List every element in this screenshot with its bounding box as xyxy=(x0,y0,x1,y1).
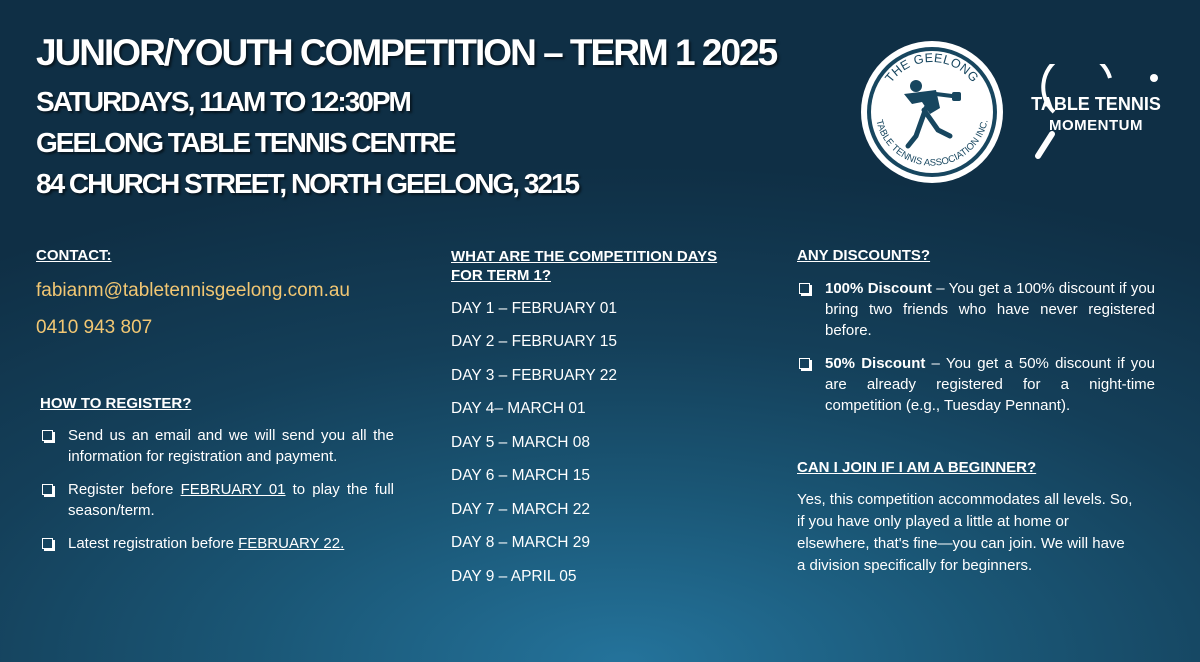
register-item-text: Register before xyxy=(68,481,181,498)
register-item-text: Latest registration before xyxy=(68,535,239,552)
discounts-list xyxy=(797,278,1155,428)
day-item: DAY 7 – MARCH 22 xyxy=(451,501,590,518)
day-item: DAY 8 – MARCH 29 xyxy=(451,534,590,551)
discount-text: – You get a 50% discount if you are already registered for a night-time competition (e.g., Tuesday Pennant). xyxy=(825,355,1155,414)
address-line: 84 CHURCH STREET, NORTH GEELONG, 3215 xyxy=(36,168,579,199)
checkbox-icon xyxy=(799,358,810,369)
contact-phone[interactable]: 0410 943 807 xyxy=(36,317,153,338)
register-item xyxy=(40,425,394,467)
checkbox-icon xyxy=(42,430,53,441)
day-item: DAY 9 – APRIL 05 xyxy=(451,568,577,585)
day-item: DAY 1 – FEBRUARY 01 xyxy=(451,300,617,317)
page-title: JUNIOR/YOUTH COMPETITION – TERM 1 2025 xyxy=(36,32,777,73)
register-heading: HOW TO REGISTER? xyxy=(40,395,192,412)
beginner-heading: CAN I JOIN IF I AM A BEGINNER? xyxy=(797,459,1037,476)
register-item-text: to play the full season/term. xyxy=(68,481,394,519)
checkbox-icon xyxy=(42,538,53,549)
checkbox-icon xyxy=(799,283,810,294)
register-item xyxy=(40,533,394,554)
register-date: FEBRUARY 01 xyxy=(180,481,286,498)
checkbox-icon xyxy=(42,484,53,495)
register-date: FEBRUARY 22. xyxy=(238,535,345,552)
day-item: DAY 2 – FEBRUARY 15 xyxy=(451,333,617,350)
register-item-text: Send us an email and we will send you all the information for registration and payment. xyxy=(68,427,394,465)
day-item: DAY 6 – MARCH 15 xyxy=(451,467,590,484)
discount-item xyxy=(797,278,1155,341)
momentum-line1: TABLE TENNIS xyxy=(1031,94,1161,114)
discounts-heading: ANY DISCOUNTS? xyxy=(797,247,931,264)
day-item: DAY 4– MARCH 01 xyxy=(451,400,586,417)
schedule-line: SATURDAYS, 11AM TO 12:30PM xyxy=(36,86,410,117)
logo-arc-top: THE GEELONG xyxy=(882,50,982,86)
register-item xyxy=(40,479,394,521)
discount-title: 100% Discount xyxy=(825,280,932,297)
logo-arc-bottom: TABLE TENNIS ASSOCIATION INC. xyxy=(873,118,991,169)
beginner-text: Yes, this competition accommodates all levels. So, if you have only played a little at home or elsewhere, that's fine—you can join. We will have a division specifically for beginners. xyxy=(797,491,1133,574)
venue-line: GEELONG TABLE TENNIS CENTRE xyxy=(36,127,455,158)
discount-item xyxy=(797,353,1155,416)
discount-title: 50% Discount xyxy=(825,355,926,372)
days-heading-line1: WHAT ARE THE COMPETITION DAYS xyxy=(451,248,718,265)
contact-email[interactable]: fabianm@tabletennisgeelong.com.au xyxy=(36,280,350,301)
discount-text: – You get a 100% discount if you bring two friends who have never registered before. xyxy=(825,280,1156,339)
table-tennis-momentum-logo xyxy=(1030,64,1170,160)
momentum-line2: MOMENTUM xyxy=(1049,117,1143,134)
contact-heading: CONTACT: xyxy=(36,247,112,264)
days-heading xyxy=(451,247,717,285)
register-list xyxy=(40,425,394,566)
day-item: DAY 3 – FEBRUARY 22 xyxy=(451,367,617,384)
geelong-association-logo xyxy=(858,38,1006,186)
day-item: DAY 5 – MARCH 08 xyxy=(451,434,590,451)
days-heading-line2: FOR TERM 1? xyxy=(451,267,551,284)
